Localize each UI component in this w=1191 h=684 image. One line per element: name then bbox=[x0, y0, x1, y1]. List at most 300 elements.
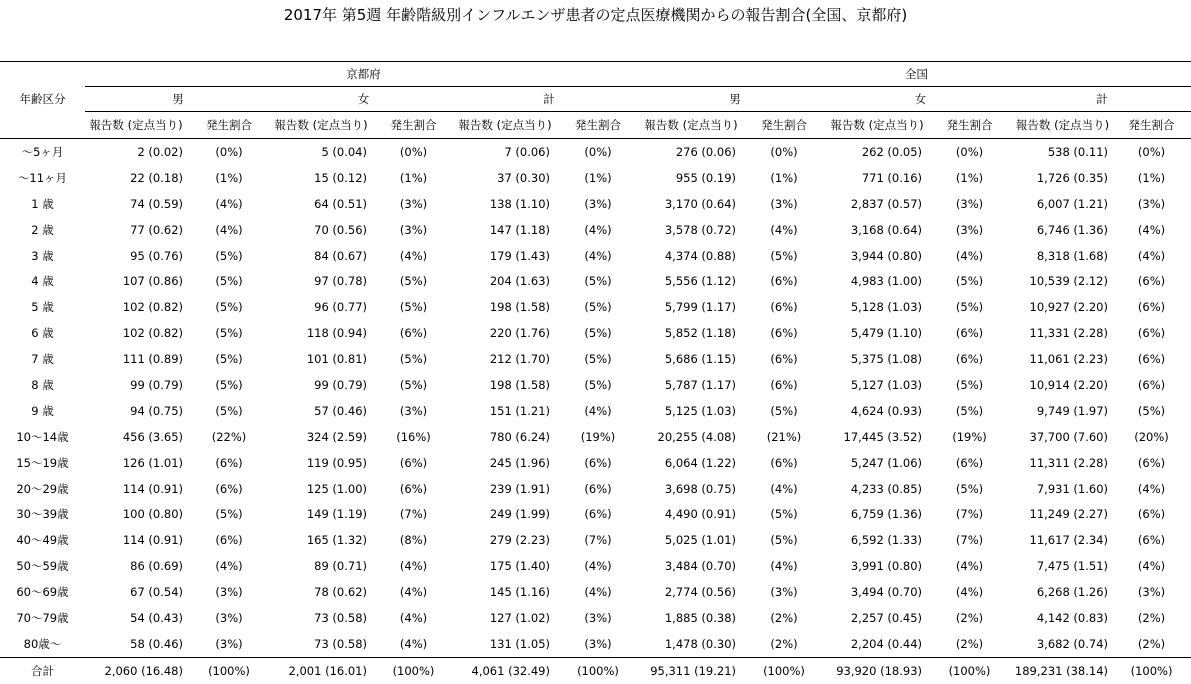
national-rate-cell: (6%) bbox=[1137, 274, 1166, 289]
table-row bbox=[0, 501, 1191, 527]
region-header-national: 全国 bbox=[642, 62, 1191, 87]
total-row bbox=[0, 657, 1191, 684]
age-group-cell: 50〜59歳 bbox=[16, 559, 69, 574]
national-count-cell: 5,247 (1.06) bbox=[850, 455, 922, 470]
kyoto-count-cell: 111 (0.89) bbox=[122, 352, 183, 367]
age-group-cell: 15〜19歳 bbox=[16, 455, 69, 470]
national-count-cell: 11,331 (2.28) bbox=[1029, 326, 1108, 341]
kyoto-count-cell: 58 (0.46) bbox=[130, 636, 183, 651]
national-count-cell: 95,311 (19.21) bbox=[642, 657, 740, 684]
kyoto-count-cell: 131 (1.05) bbox=[489, 636, 550, 651]
table-row bbox=[0, 243, 1191, 269]
age-group-cell: 6 歳 bbox=[31, 326, 54, 341]
count-subheader: 報告数 (定点当り) bbox=[828, 112, 926, 139]
kyoto-count-cell: 119 (0.95) bbox=[306, 455, 367, 470]
national-count-cell: 10,927 (2.20) bbox=[1029, 300, 1108, 315]
kyoto-rate-cell: (5%) bbox=[584, 352, 612, 367]
kyoto-count-cell: 780 (6.24) bbox=[489, 429, 550, 444]
national-rate-cell: (6%) bbox=[1137, 455, 1166, 470]
national-rate-cell: (1%) bbox=[955, 170, 984, 185]
national-count-cell: 5,556 (1.12) bbox=[664, 274, 736, 289]
kyoto-rate-cell: (5%) bbox=[215, 377, 243, 392]
age-group-cell: 70〜79歳 bbox=[16, 610, 69, 625]
age-group-cell: 1 歳 bbox=[31, 196, 54, 211]
national-count-cell: 20,255 (4.08) bbox=[657, 429, 736, 444]
national-rate-cell: (100%) bbox=[740, 657, 828, 684]
table-row bbox=[0, 268, 1191, 294]
national-rate-cell: (4%) bbox=[955, 585, 984, 600]
age-group-cell: 〜5ヶ月 bbox=[21, 144, 64, 159]
kyoto-count-cell: 37 (0.30) bbox=[497, 170, 550, 185]
kyoto-count-cell: 100 (0.80) bbox=[122, 507, 183, 522]
national-rate-cell: (5%) bbox=[955, 403, 984, 418]
kyoto-rate-cell: (4%) bbox=[215, 559, 243, 574]
national-count-cell: 4,374 (0.88) bbox=[664, 248, 736, 263]
national-rate-cell: (0%) bbox=[955, 144, 984, 159]
age-group-cell: 〜11ヶ月 bbox=[17, 170, 68, 185]
national-rate-cell: (2%) bbox=[955, 610, 984, 625]
kyoto-rate-cell: (3%) bbox=[215, 585, 243, 600]
kyoto-count-cell: 147 (1.18) bbox=[489, 222, 550, 237]
kyoto-rate-cell: (6%) bbox=[399, 455, 428, 470]
age-group-cell: 4 歳 bbox=[31, 274, 54, 289]
kyoto-male-header: 男 bbox=[85, 87, 271, 112]
national-count-cell: 5,128 (1.03) bbox=[850, 300, 922, 315]
kyoto-rate-cell: (100%) bbox=[371, 657, 456, 684]
national-count-cell: 5,686 (1.15) bbox=[664, 352, 736, 367]
kyoto-rate-cell: (4%) bbox=[215, 222, 243, 237]
age-group-cell: 9 歳 bbox=[31, 403, 54, 418]
table-row bbox=[0, 217, 1191, 243]
national-rate-cell: (4%) bbox=[1137, 559, 1166, 574]
national-rate-cell: (3%) bbox=[1137, 585, 1166, 600]
kyoto-count-cell: 114 (0.91) bbox=[122, 533, 183, 548]
table-row bbox=[0, 165, 1191, 191]
national-count-cell: 11,061 (2.23) bbox=[1029, 352, 1108, 367]
national-rate-cell: (6%) bbox=[955, 352, 984, 367]
kyoto-rate-cell: (6%) bbox=[584, 455, 612, 470]
kyoto-count-cell: 175 (1.40) bbox=[489, 559, 550, 574]
table-row bbox=[0, 191, 1191, 217]
header-blank bbox=[0, 62, 85, 87]
table-row bbox=[0, 527, 1191, 553]
national-count-cell: 3,168 (0.64) bbox=[850, 222, 922, 237]
kyoto-rate-cell: (3%) bbox=[584, 610, 612, 625]
national-count-cell: 4,233 (0.85) bbox=[850, 481, 922, 496]
kyoto-rate-cell: (4%) bbox=[584, 222, 612, 237]
national-count-cell: 6,064 (1.22) bbox=[664, 455, 736, 470]
kyoto-rate-cell: (5%) bbox=[584, 274, 612, 289]
kyoto-rate-cell: (1%) bbox=[584, 170, 612, 185]
national-rate-cell: (1%) bbox=[770, 170, 798, 185]
age-group-cell: 80歳〜 bbox=[23, 636, 62, 651]
age-group-cell: 合計 bbox=[0, 657, 85, 684]
national-count-cell: 5,787 (1.17) bbox=[664, 377, 736, 392]
age-group-cell: 10〜14歳 bbox=[16, 429, 69, 444]
national-count-cell: 6,759 (1.36) bbox=[850, 507, 922, 522]
kyoto-count-cell: 198 (1.58) bbox=[489, 377, 550, 392]
kyoto-rate-cell: (5%) bbox=[399, 274, 428, 289]
kyoto-count-cell: 2 (0.02) bbox=[137, 144, 183, 159]
kyoto-rate-cell: (5%) bbox=[584, 300, 612, 315]
count-subheader: 報告数 (定点当り) bbox=[85, 112, 187, 139]
kyoto-rate-cell: (0%) bbox=[215, 144, 243, 159]
kyoto-rate-cell: (3%) bbox=[215, 610, 243, 625]
kyoto-count-cell: 74 (0.59) bbox=[130, 196, 183, 211]
kyoto-count-cell: 249 (1.99) bbox=[489, 507, 550, 522]
kyoto-rate-cell: (6%) bbox=[584, 481, 612, 496]
national-count-cell: 4,624 (0.93) bbox=[850, 403, 922, 418]
national-count-cell: 7,475 (1.51) bbox=[1036, 559, 1108, 574]
kyoto-count-cell: 96 (0.77) bbox=[314, 300, 367, 315]
age-group-cell: 2 歳 bbox=[31, 222, 54, 237]
national-count-cell: 5,479 (1.10) bbox=[850, 326, 922, 341]
national-count-cell: 17,445 (3.52) bbox=[843, 429, 922, 444]
age-column-header: 年齢区分 bbox=[19, 92, 66, 106]
national-count-cell: 6,592 (1.33) bbox=[850, 533, 922, 548]
kyoto-count-cell: 54 (0.43) bbox=[130, 610, 183, 625]
kyoto-rate-cell: (3%) bbox=[215, 636, 243, 651]
kyoto-count-cell: 138 (1.10) bbox=[489, 196, 550, 211]
kyoto-count-cell: 279 (2.23) bbox=[489, 533, 550, 548]
national-rate-cell: (5%) bbox=[770, 403, 798, 418]
age-group-cell: 8 歳 bbox=[31, 377, 54, 392]
national-rate-cell: (6%) bbox=[770, 377, 798, 392]
age-group-cell: 30〜39歳 bbox=[16, 507, 69, 522]
national-count-cell: 3,991 (0.80) bbox=[850, 559, 922, 574]
national-count-cell: 37,700 (7.60) bbox=[1029, 429, 1108, 444]
national-rate-cell: (3%) bbox=[770, 585, 798, 600]
kyoto-count-cell: 179 (1.43) bbox=[489, 248, 550, 263]
kyoto-count-cell: 73 (0.58) bbox=[314, 610, 367, 625]
kyoto-rate-cell: (6%) bbox=[584, 507, 612, 522]
national-count-cell: 5,125 (1.03) bbox=[664, 403, 736, 418]
national-rate-cell: (4%) bbox=[955, 559, 984, 574]
kyoto-rate-cell: (4%) bbox=[399, 585, 428, 600]
national-rate-cell: (2%) bbox=[770, 610, 798, 625]
kyoto-rate-cell: (5%) bbox=[584, 326, 612, 341]
rate-subheader: 発生割合 bbox=[371, 112, 456, 139]
kyoto-rate-cell: (7%) bbox=[584, 533, 612, 548]
national-rate-cell: (6%) bbox=[955, 326, 984, 341]
kyoto-total-header: 計 bbox=[456, 87, 642, 112]
national-rate-cell: (19%) bbox=[952, 429, 987, 444]
national-total-header: 計 bbox=[1013, 87, 1191, 112]
kyoto-rate-cell: (5%) bbox=[215, 326, 243, 341]
national-rate-cell: (6%) bbox=[770, 455, 798, 470]
national-rate-cell: (6%) bbox=[770, 326, 798, 341]
kyoto-rate-cell: (22%) bbox=[211, 429, 247, 444]
table-row bbox=[0, 346, 1191, 372]
national-rate-cell: (6%) bbox=[1137, 377, 1166, 392]
kyoto-rate-cell: (100%) bbox=[554, 657, 642, 684]
kyoto-rate-cell: (4%) bbox=[584, 248, 612, 263]
kyoto-count-cell: 2,001 (16.01) bbox=[271, 657, 371, 684]
national-count-cell: 9,749 (1.97) bbox=[1036, 403, 1108, 418]
national-count-cell: 3,578 (0.72) bbox=[664, 222, 736, 237]
kyoto-rate-cell: (5%) bbox=[215, 352, 243, 367]
table-row bbox=[0, 579, 1191, 605]
national-rate-cell: (1%) bbox=[1137, 170, 1166, 185]
kyoto-count-cell: 118 (0.94) bbox=[306, 326, 367, 341]
national-count-cell: 6,007 (1.21) bbox=[1036, 196, 1108, 211]
table-row bbox=[0, 424, 1191, 450]
national-rate-cell: (4%) bbox=[770, 559, 798, 574]
kyoto-rate-cell: (6%) bbox=[215, 481, 243, 496]
kyoto-count-cell: 97 (0.78) bbox=[314, 274, 367, 289]
kyoto-count-cell: 212 (1.70) bbox=[489, 352, 550, 367]
national-count-cell: 10,539 (2.12) bbox=[1029, 274, 1108, 289]
kyoto-count-cell: 78 (0.62) bbox=[314, 585, 367, 600]
kyoto-count-cell: 324 (2.59) bbox=[306, 429, 367, 444]
kyoto-count-cell: 22 (0.18) bbox=[130, 170, 183, 185]
national-count-cell: 10,914 (2.20) bbox=[1029, 377, 1108, 392]
kyoto-rate-cell: (3%) bbox=[584, 636, 612, 651]
national-count-cell: 4,142 (0.83) bbox=[1036, 610, 1108, 625]
table-row bbox=[0, 372, 1191, 398]
national-count-cell: 93,920 (18.93) bbox=[828, 657, 926, 684]
kyoto-rate-cell: (6%) bbox=[215, 455, 243, 470]
kyoto-rate-cell: (0%) bbox=[584, 144, 612, 159]
national-count-cell: 6,746 (1.36) bbox=[1036, 222, 1108, 237]
count-subheader: 報告数 (定点当り) bbox=[271, 112, 371, 139]
national-rate-cell: (3%) bbox=[955, 222, 984, 237]
count-subheader: 報告数 (定点当り) bbox=[1013, 112, 1112, 139]
kyoto-count-cell: 127 (1.02) bbox=[489, 610, 550, 625]
page-title: 2017年 第5週 年齢階級別インフルエンザ患者の定点医療機関からの報告割合(全国、京都府) bbox=[283, 6, 908, 24]
kyoto-rate-cell: (3%) bbox=[584, 196, 612, 211]
kyoto-count-cell: 57 (0.46) bbox=[314, 403, 367, 418]
national-count-cell: 5,852 (1.18) bbox=[664, 326, 736, 341]
national-rate-cell: (100%) bbox=[1112, 657, 1191, 684]
national-rate-cell: (5%) bbox=[770, 248, 798, 263]
national-count-cell: 2,837 (0.57) bbox=[850, 196, 922, 211]
national-rate-cell: (7%) bbox=[955, 507, 984, 522]
kyoto-rate-cell: (5%) bbox=[215, 403, 243, 418]
national-rate-cell: (6%) bbox=[770, 274, 798, 289]
rate-subheader: 発生割合 bbox=[1112, 112, 1191, 139]
kyoto-count-cell: 86 (0.69) bbox=[130, 559, 183, 574]
national-rate-cell: (5%) bbox=[1137, 403, 1166, 418]
rate-subheader: 発生割合 bbox=[554, 112, 642, 139]
national-count-cell: 262 (0.05) bbox=[861, 144, 922, 159]
subheader-blank bbox=[0, 112, 85, 139]
kyoto-count-cell: 239 (1.91) bbox=[489, 481, 550, 496]
national-rate-cell: (2%) bbox=[1137, 610, 1166, 625]
kyoto-rate-cell: (4%) bbox=[584, 559, 612, 574]
national-rate-cell: (7%) bbox=[955, 533, 984, 548]
table-row bbox=[0, 139, 1191, 165]
national-count-cell: 5,025 (1.01) bbox=[664, 533, 736, 548]
national-rate-cell: (21%) bbox=[766, 429, 802, 444]
kyoto-rate-cell: (0%) bbox=[399, 144, 428, 159]
kyoto-count-cell: 95 (0.76) bbox=[130, 248, 183, 263]
kyoto-count-cell: 70 (0.56) bbox=[314, 222, 367, 237]
national-rate-cell: (6%) bbox=[1137, 326, 1166, 341]
kyoto-count-cell: 89 (0.71) bbox=[314, 559, 367, 574]
kyoto-count-cell: 77 (0.62) bbox=[130, 222, 183, 237]
national-count-cell: 189,231 (38.14) bbox=[1013, 657, 1112, 684]
kyoto-rate-cell: (5%) bbox=[215, 274, 243, 289]
table-row bbox=[0, 450, 1191, 476]
national-count-cell: 538 (0.11) bbox=[1047, 144, 1108, 159]
kyoto-rate-cell: (3%) bbox=[399, 196, 428, 211]
kyoto-count-cell: 64 (0.51) bbox=[314, 196, 367, 211]
national-rate-cell: (100%) bbox=[926, 657, 1013, 684]
national-rate-cell: (6%) bbox=[770, 300, 798, 315]
national-rate-cell: (4%) bbox=[1137, 248, 1166, 263]
national-count-cell: 2,257 (0.45) bbox=[850, 610, 922, 625]
kyoto-rate-cell: (7%) bbox=[399, 507, 428, 522]
kyoto-rate-cell: (5%) bbox=[584, 377, 612, 392]
national-count-cell: 4,490 (0.91) bbox=[664, 507, 736, 522]
table-row bbox=[0, 320, 1191, 346]
national-count-cell: 2,774 (0.56) bbox=[664, 585, 736, 600]
age-group-cell: 40〜49歳 bbox=[16, 533, 69, 548]
kyoto-rate-cell: (5%) bbox=[399, 300, 428, 315]
national-rate-cell: (3%) bbox=[770, 196, 798, 211]
age-group-cell: 5 歳 bbox=[31, 300, 54, 315]
kyoto-rate-cell: (1%) bbox=[399, 170, 428, 185]
kyoto-count-cell: 99 (0.79) bbox=[314, 377, 367, 392]
national-count-cell: 2,204 (0.44) bbox=[850, 636, 922, 651]
kyoto-rate-cell: (1%) bbox=[215, 170, 243, 185]
national-count-cell: 11,249 (2.27) bbox=[1029, 507, 1108, 522]
national-count-cell: 1,885 (0.38) bbox=[664, 610, 736, 625]
national-count-cell: 3,484 (0.70) bbox=[664, 559, 736, 574]
national-count-cell: 771 (0.16) bbox=[861, 170, 922, 185]
kyoto-count-cell: 145 (1.16) bbox=[489, 585, 550, 600]
kyoto-count-cell: 204 (1.63) bbox=[489, 274, 550, 289]
kyoto-rate-cell: (5%) bbox=[215, 507, 243, 522]
national-count-cell: 8,318 (1.68) bbox=[1036, 248, 1108, 263]
influenza-report-table bbox=[0, 61, 1191, 684]
kyoto-rate-cell: (3%) bbox=[399, 222, 428, 237]
national-rate-cell: (4%) bbox=[1137, 222, 1166, 237]
age-group-cell: 20〜29歳 bbox=[16, 481, 69, 496]
national-count-cell: 955 (0.19) bbox=[675, 170, 736, 185]
kyoto-rate-cell: (19%) bbox=[580, 429, 616, 444]
kyoto-count-cell: 107 (0.86) bbox=[122, 274, 183, 289]
kyoto-count-cell: 151 (1.21) bbox=[489, 403, 550, 418]
national-count-cell: 5,799 (1.17) bbox=[664, 300, 736, 315]
national-rate-cell: (5%) bbox=[955, 377, 984, 392]
kyoto-count-cell: 198 (1.58) bbox=[489, 300, 550, 315]
kyoto-count-cell: 15 (0.12) bbox=[314, 170, 367, 185]
national-rate-cell: (5%) bbox=[955, 481, 984, 496]
kyoto-count-cell: 94 (0.75) bbox=[130, 403, 183, 418]
national-rate-cell: (0%) bbox=[1137, 144, 1166, 159]
kyoto-count-cell: 67 (0.54) bbox=[130, 585, 183, 600]
table-row bbox=[0, 398, 1191, 424]
national-count-cell: 6,268 (1.26) bbox=[1036, 585, 1108, 600]
national-count-cell: 3,494 (0.70) bbox=[850, 585, 922, 600]
national-rate-cell: (4%) bbox=[770, 481, 798, 496]
national-rate-cell: (6%) bbox=[770, 352, 798, 367]
national-count-cell: 276 (0.06) bbox=[675, 144, 736, 159]
kyoto-rate-cell: (100%) bbox=[187, 657, 271, 684]
kyoto-rate-cell: (4%) bbox=[399, 610, 428, 625]
rate-subheader: 発生割合 bbox=[740, 112, 828, 139]
kyoto-rate-cell: (4%) bbox=[399, 248, 428, 263]
kyoto-count-cell: 102 (0.82) bbox=[122, 326, 183, 341]
kyoto-count-cell: 102 (0.82) bbox=[122, 300, 183, 315]
kyoto-count-cell: 84 (0.67) bbox=[314, 248, 367, 263]
kyoto-rate-cell: (4%) bbox=[584, 403, 612, 418]
national-count-cell: 4,983 (1.00) bbox=[850, 274, 922, 289]
kyoto-count-cell: 5 (0.04) bbox=[321, 144, 367, 159]
age-group-cell: 3 歳 bbox=[31, 248, 54, 263]
national-female-header: 女 bbox=[828, 87, 1013, 112]
national-rate-cell: (5%) bbox=[770, 507, 798, 522]
kyoto-rate-cell: (4%) bbox=[399, 636, 428, 651]
national-count-cell: 3,944 (0.80) bbox=[850, 248, 922, 263]
national-rate-cell: (2%) bbox=[770, 636, 798, 651]
rate-subheader: 発生割合 bbox=[926, 112, 1013, 139]
kyoto-rate-cell: (4%) bbox=[399, 559, 428, 574]
kyoto-rate-cell: (5%) bbox=[399, 352, 428, 367]
national-rate-cell: (3%) bbox=[1137, 196, 1166, 211]
kyoto-rate-cell: (5%) bbox=[215, 248, 243, 263]
table-row bbox=[0, 553, 1191, 579]
national-count-cell: 3,170 (0.64) bbox=[664, 196, 736, 211]
kyoto-count-cell: 149 (1.19) bbox=[306, 507, 367, 522]
count-subheader: 報告数 (定点当り) bbox=[456, 112, 554, 139]
national-count-cell: 3,682 (0.74) bbox=[1036, 636, 1108, 651]
national-rate-cell: (0%) bbox=[770, 144, 798, 159]
kyoto-rate-cell: (5%) bbox=[215, 300, 243, 315]
kyoto-female-header: 女 bbox=[271, 87, 456, 112]
kyoto-count-cell: 220 (1.76) bbox=[489, 326, 550, 341]
national-rate-cell: (6%) bbox=[1137, 507, 1166, 522]
kyoto-count-cell: 126 (1.01) bbox=[122, 455, 183, 470]
national-rate-cell: (6%) bbox=[955, 455, 984, 470]
count-subheader: 報告数 (定点当り) bbox=[642, 112, 740, 139]
kyoto-rate-cell: (6%) bbox=[215, 533, 243, 548]
national-rate-cell: (20%) bbox=[1134, 429, 1169, 444]
kyoto-count-cell: 165 (1.32) bbox=[306, 533, 367, 548]
kyoto-count-cell: 4,061 (32.49) bbox=[456, 657, 554, 684]
kyoto-rate-cell: (6%) bbox=[399, 481, 428, 496]
national-male-header: 男 bbox=[642, 87, 828, 112]
national-count-cell: 1,478 (0.30) bbox=[664, 636, 736, 651]
national-count-cell: 11,311 (2.28) bbox=[1029, 455, 1108, 470]
national-count-cell: 1,726 (0.35) bbox=[1036, 170, 1108, 185]
national-count-cell: 11,617 (2.34) bbox=[1029, 533, 1108, 548]
kyoto-count-cell: 2,060 (16.48) bbox=[85, 657, 187, 684]
kyoto-count-cell: 114 (0.91) bbox=[122, 481, 183, 496]
kyoto-rate-cell: (16%) bbox=[396, 429, 431, 444]
national-count-cell: 3,698 (0.75) bbox=[664, 481, 736, 496]
kyoto-count-cell: 456 (3.65) bbox=[122, 429, 183, 444]
table-row bbox=[0, 605, 1191, 631]
national-rate-cell: (5%) bbox=[955, 274, 984, 289]
national-rate-cell: (2%) bbox=[955, 636, 984, 651]
national-count-cell: 5,127 (1.03) bbox=[850, 377, 922, 392]
kyoto-count-cell: 73 (0.58) bbox=[314, 636, 367, 651]
region-header-kyoto: 京都府 bbox=[85, 62, 642, 87]
kyoto-rate-cell: (6%) bbox=[399, 326, 428, 341]
national-count-cell: 5,375 (1.08) bbox=[850, 352, 922, 367]
table-row bbox=[0, 294, 1191, 320]
table-row bbox=[0, 631, 1191, 657]
national-rate-cell: (4%) bbox=[770, 222, 798, 237]
national-rate-cell: (6%) bbox=[1137, 300, 1166, 315]
table-row bbox=[0, 476, 1191, 502]
kyoto-rate-cell: (3%) bbox=[399, 403, 428, 418]
national-rate-cell: (6%) bbox=[1137, 533, 1166, 548]
kyoto-rate-cell: (5%) bbox=[399, 377, 428, 392]
